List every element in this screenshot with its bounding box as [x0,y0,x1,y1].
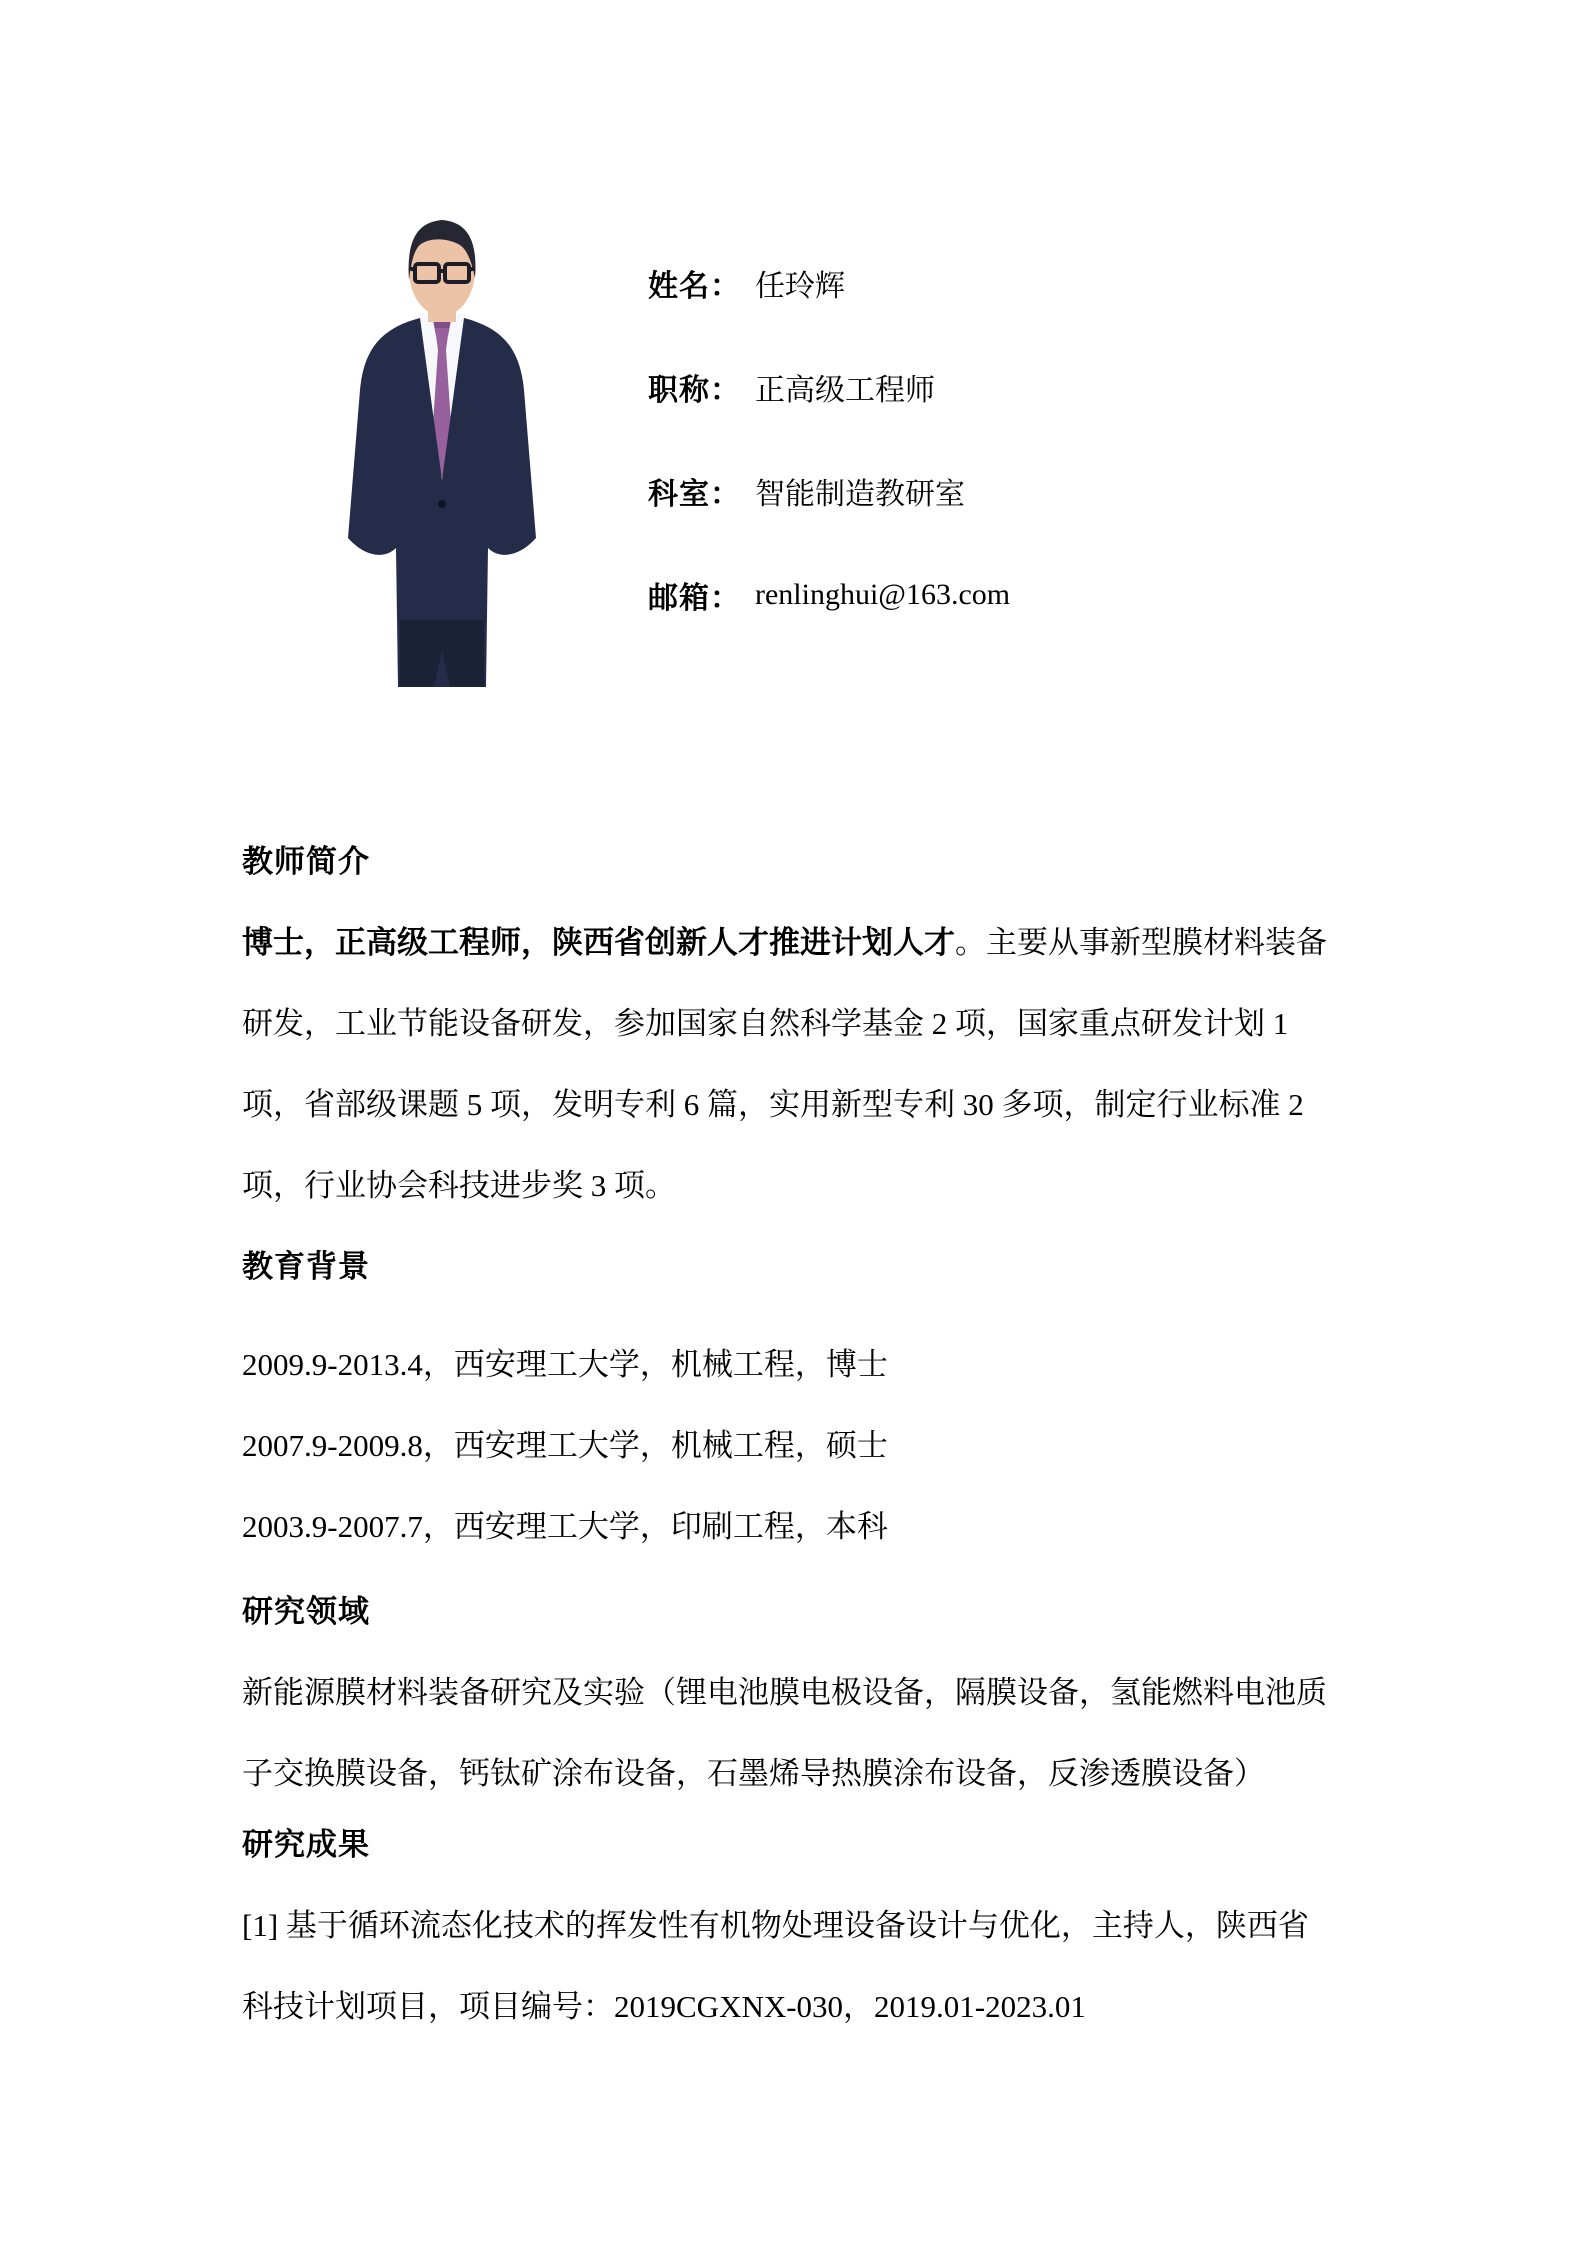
profile-field-value: 正高级工程师 [755,374,935,407]
email-text: renlinghui@163.com [755,578,1011,611]
intro-lead-rest: 。主要从事新型膜材料装备 [955,925,1327,960]
person-jacket-button [438,500,446,508]
section-heading-achievements: 研究成果 [242,1827,370,1862]
person-photo-graphic [318,218,540,688]
section-heading-intro: 教师简介 [242,844,370,879]
profile-field-label: 邮箱： [648,582,741,615]
text-line: 项，行业协会科技进步奖 3 项。 [242,1168,676,1203]
profile-photo [318,218,540,688]
profile-field-label: 姓名： [648,270,741,303]
profile-field-label: 科室： [648,478,741,511]
text-line: 研发，工业节能设备研发，参加国家自然科学基金 2 项，国家重点研发计划 1 [242,1006,1289,1041]
research-area-line: 子交换膜设备，钙钛矿涂布设备，石墨烯导热膜涂布设备，反渗透膜设备） [242,1756,1265,1791]
text-line [242,899,1402,980]
research-area-line: 新能源膜材料装备研究及实验（锂电池膜电极设备，隔膜设备，氢能燃料电池质 [242,1675,1327,1710]
profile-field-department [648,439,1010,543]
achievement-line: [1] 基于循环流态化技术的挥发性有机物处理设备设计与优化，主持人，陕西省 [242,1908,1309,1943]
section-education [242,1223,1402,1564]
education-line: 2003.9-2007.7，西安理工大学，印刷工程，本科 [242,1509,888,1544]
education-line: 2009.9-2013.4，西安理工大学，机械工程，博士 [242,1347,888,1382]
section-intro [242,818,1402,1223]
profile-field-value: 智能制造教研室 [755,478,965,511]
profile-field-email [648,543,1010,647]
profile-field-label: 职称： [648,374,741,407]
education-line: 2007.9-2009.8，西安理工大学，机械工程，硕士 [242,1428,888,1463]
achievement-line: 科技计划项目，项目编号：2019CGXNX-030，2019.01-2023.01 [242,1989,1086,2024]
section-heading-research-areas: 研究领域 [242,1594,370,1629]
section-research-areas [242,1568,1402,1811]
profile-field-name [648,231,1010,335]
profile-field-value: 任玲辉 [755,270,845,303]
section-heading-education: 教育背景 [242,1249,370,1284]
section-achievements [242,1801,1402,2044]
profile-field-title [648,335,1010,439]
intro-lead-bold: 博士，正高级工程师，陕西省创新人才推进计划人才 [242,925,955,960]
profile-info [648,231,1010,647]
document-body [242,818,1402,2044]
text-line: 项，省部级课题 5 项，发明专利 6 篇，实用新型专利 30 多项，制定行业标准 2 [242,1087,1304,1122]
